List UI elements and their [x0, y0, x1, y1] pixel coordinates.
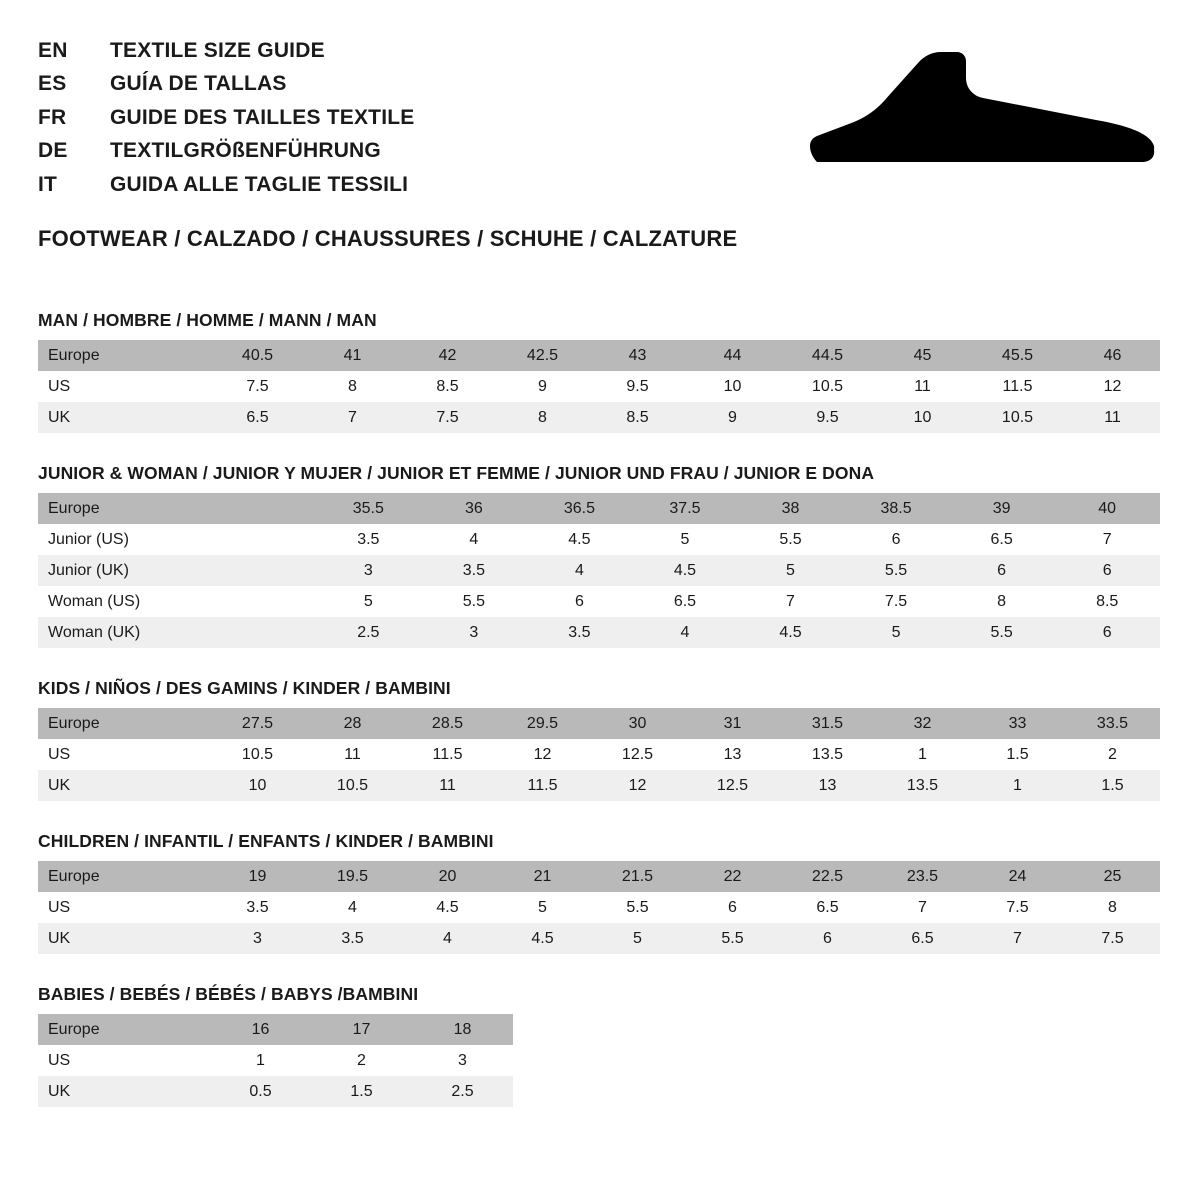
table-cell: 8 [949, 586, 1055, 617]
table-cell: 3 [316, 555, 422, 586]
table-cell: 40.5 [210, 340, 305, 371]
table-cell: 1 [875, 739, 970, 770]
table-cell: 24 [970, 861, 1065, 892]
table-cell: 5 [495, 892, 590, 923]
table-cell: 3.5 [305, 923, 400, 954]
language-title: GUIDE DES TAILLES TEXTILE [110, 105, 415, 129]
table-cell: 5.5 [590, 892, 685, 923]
language-row [38, 170, 414, 200]
table-cell: 3 [421, 617, 527, 648]
language-row [38, 103, 414, 133]
table-cell: 36.5 [527, 493, 633, 524]
table-cell: 27.5 [210, 708, 305, 739]
table-cell: 45.5 [970, 340, 1065, 371]
table-cell: 3.5 [421, 555, 527, 586]
table-cell: 7 [305, 402, 400, 433]
table-cell: 9 [495, 371, 590, 402]
table-cell: 13 [685, 739, 780, 770]
table-cell: 2 [1065, 739, 1160, 770]
table-cell: 11 [400, 770, 495, 801]
language-title-list [38, 32, 414, 200]
table-row [38, 861, 1160, 892]
table-cell: 11.5 [400, 739, 495, 770]
table-cell: 1.5 [970, 739, 1065, 770]
language-row [38, 136, 414, 166]
table-cell: 11 [875, 371, 970, 402]
table-cell: 5.5 [738, 524, 844, 555]
table-cell: 6.5 [875, 923, 970, 954]
table-cell: 31 [685, 708, 780, 739]
table-cell: 41 [305, 340, 400, 371]
table-cell [210, 586, 316, 617]
language-title: TEXTILGRÖßENFÜHRUNG [110, 139, 381, 163]
section-title: MAN / HOMBRE / HOMME / MANN / MAN [38, 310, 377, 331]
table-row [38, 892, 1160, 923]
table-cell: 5.5 [843, 555, 949, 586]
table-cell: 42 [400, 340, 495, 371]
section-title: BABIES / BEBÉS / BÉBÉS / BABYS /BAMBINI [38, 984, 419, 1005]
row-label: Europe [38, 340, 210, 371]
table-cell: 11.5 [495, 770, 590, 801]
table-cell: 9 [685, 402, 780, 433]
table-cell: 12.5 [685, 770, 780, 801]
table-cell: 7 [738, 586, 844, 617]
table-cell: 2 [311, 1045, 412, 1076]
category-title: FOOTWEAR / CALZADO / CHAUSSURES / SCHUHE / CALZATURE [38, 226, 738, 252]
table-cell: 9.5 [780, 402, 875, 433]
language-code: FR [38, 105, 67, 129]
table-cell: 4.5 [495, 923, 590, 954]
row-label: Junior (UK) [38, 555, 210, 586]
section-title: JUNIOR & WOMAN / JUNIOR Y MUJER / JUNIOR ET FEMME / JUNIOR UND FRAU / JUNIOR E DONA [38, 463, 875, 484]
table-cell: 10.5 [780, 371, 875, 402]
language-code: DE [38, 139, 68, 163]
size-sections [38, 310, 1162, 1107]
table-cell: 18 [412, 1014, 513, 1045]
table-cell: 6 [843, 524, 949, 555]
table-cell: 9.5 [590, 371, 685, 402]
table-cell: 13 [780, 770, 875, 801]
table-cell: 12 [1065, 371, 1160, 402]
language-title: GUÍA DE TALLAS [110, 72, 287, 96]
table-cell: 31.5 [780, 708, 875, 739]
table-cell: 7 [875, 892, 970, 923]
row-label: Woman (US) [38, 586, 210, 617]
table-cell: 28.5 [400, 708, 495, 739]
table-cell: 6 [1054, 617, 1160, 648]
row-label: UK [38, 923, 210, 954]
table-cell: 4 [527, 555, 633, 586]
row-label: Europe [38, 708, 210, 739]
table-row [38, 493, 1160, 524]
table-cell: 6 [1054, 555, 1160, 586]
table-row [38, 708, 1160, 739]
table-cell: 5.5 [949, 617, 1055, 648]
table-cell [210, 493, 316, 524]
table-cell: 3 [412, 1045, 513, 1076]
size-table-kids [38, 708, 1160, 801]
table-cell: 42.5 [495, 340, 590, 371]
table-cell: 10 [210, 770, 305, 801]
table-cell: 13.5 [875, 770, 970, 801]
size-table-babies [38, 1014, 513, 1107]
table-cell: 28 [305, 708, 400, 739]
table-cell: 43 [590, 340, 685, 371]
row-label: Europe [38, 493, 210, 524]
table-cell: 7.5 [1065, 923, 1160, 954]
table-cell: 10 [685, 371, 780, 402]
table-cell: 16 [210, 1014, 311, 1045]
table-cell: 21 [495, 861, 590, 892]
table-cell: 17 [311, 1014, 412, 1045]
table-cell [210, 524, 316, 555]
table-cell: 40 [1054, 493, 1160, 524]
table-cell: 6 [685, 892, 780, 923]
table-cell: 6.5 [949, 524, 1055, 555]
row-label: US [38, 892, 210, 923]
table-cell: 5 [632, 524, 738, 555]
row-label: Junior (US) [38, 524, 210, 555]
table-cell: 7 [970, 923, 1065, 954]
language-row [38, 69, 414, 99]
table-row [38, 770, 1160, 801]
row-label: Europe [38, 861, 210, 892]
table-cell: 4 [421, 524, 527, 555]
language-title: TEXTILE SIZE GUIDE [110, 39, 325, 62]
table-cell: 6.5 [632, 586, 738, 617]
table-cell: 2.5 [316, 617, 422, 648]
language-code: IT [38, 172, 58, 196]
table-cell: 4 [632, 617, 738, 648]
page-header [38, 32, 1162, 200]
language-row [38, 36, 414, 66]
table-row [38, 555, 1160, 586]
table-row [38, 402, 1160, 433]
table-cell: 4.5 [738, 617, 844, 648]
table-cell: 8.5 [400, 371, 495, 402]
table-cell: 38.5 [843, 493, 949, 524]
table-cell: 1 [210, 1045, 311, 1076]
table-cell: 4.5 [400, 892, 495, 923]
row-label: US [38, 371, 210, 402]
table-cell: 11.5 [970, 371, 1065, 402]
size-table-man [38, 340, 1160, 433]
table-cell: 4 [305, 892, 400, 923]
table-cell: 7.5 [400, 402, 495, 433]
row-label: Europe [38, 1014, 210, 1045]
table-cell: 8 [1065, 892, 1160, 923]
table-row [38, 923, 1160, 954]
table-cell: 32 [875, 708, 970, 739]
table-cell: 3.5 [527, 617, 633, 648]
table-cell: 3.5 [210, 892, 305, 923]
table-cell: 38 [738, 493, 844, 524]
table-cell: 1 [970, 770, 1065, 801]
table-cell: 6 [527, 586, 633, 617]
table-cell: 7.5 [843, 586, 949, 617]
language-code: EN [38, 39, 68, 62]
table-cell: 6.5 [210, 402, 305, 433]
table-cell: 33.5 [1065, 708, 1160, 739]
table-row [38, 371, 1160, 402]
table-cell: 1.5 [311, 1076, 412, 1107]
table-cell: 5 [316, 586, 422, 617]
section-man [38, 310, 1162, 433]
table-cell: 21.5 [590, 861, 685, 892]
table-cell: 12 [590, 770, 685, 801]
table-cell: 6 [949, 555, 1055, 586]
table-cell: 8 [305, 371, 400, 402]
table-cell: 10.5 [305, 770, 400, 801]
table-cell: 7.5 [970, 892, 1065, 923]
section-kids [38, 678, 1162, 801]
table-cell: 23.5 [875, 861, 970, 892]
table-cell: 12 [495, 739, 590, 770]
table-cell: 5 [738, 555, 844, 586]
row-label: US [38, 739, 210, 770]
dress-shoe-icon [802, 32, 1162, 182]
table-row [38, 1076, 513, 1107]
table-cell: 22 [685, 861, 780, 892]
table-cell: 8 [495, 402, 590, 433]
table-cell: 45 [875, 340, 970, 371]
table-row [38, 739, 1160, 770]
table-cell: 7.5 [210, 371, 305, 402]
table-cell: 35.5 [316, 493, 422, 524]
table-cell: 12.5 [590, 739, 685, 770]
row-label: UK [38, 770, 210, 801]
table-cell: 25 [1065, 861, 1160, 892]
table-cell: 5.5 [421, 586, 527, 617]
table-cell: 4 [400, 923, 495, 954]
table-cell: 2.5 [412, 1076, 513, 1107]
table-row [38, 1045, 513, 1076]
table-cell: 0.5 [210, 1076, 311, 1107]
table-cell: 4.5 [632, 555, 738, 586]
row-label: Woman (UK) [38, 617, 210, 648]
table-cell [210, 617, 316, 648]
table-cell: 10 [875, 402, 970, 433]
table-cell: 10.5 [970, 402, 1065, 433]
row-label: UK [38, 1076, 210, 1107]
table-cell: 22.5 [780, 861, 875, 892]
table-cell: 29.5 [495, 708, 590, 739]
table-cell: 10.5 [210, 739, 305, 770]
table-cell: 44.5 [780, 340, 875, 371]
section-title: KIDS / NIÑOS / DES GAMINS / KINDER / BAMBINI [38, 678, 451, 699]
table-cell: 7 [1054, 524, 1160, 555]
table-cell: 8.5 [1054, 586, 1160, 617]
table-cell: 6 [780, 923, 875, 954]
section-junior-woman [38, 463, 1162, 648]
size-table-children [38, 861, 1160, 954]
table-row [38, 1014, 513, 1045]
table-cell: 11 [1065, 402, 1160, 433]
table-cell: 37.5 [632, 493, 738, 524]
table-cell: 3.5 [316, 524, 422, 555]
table-cell: 30 [590, 708, 685, 739]
table-cell: 5 [843, 617, 949, 648]
table-cell: 5.5 [685, 923, 780, 954]
section-children [38, 831, 1162, 954]
table-cell: 6.5 [780, 892, 875, 923]
section-title: CHILDREN / INFANTIL / ENFANTS / KINDER / BAMBINI [38, 831, 494, 852]
table-cell: 13.5 [780, 739, 875, 770]
table-cell: 8.5 [590, 402, 685, 433]
table-cell: 20 [400, 861, 495, 892]
table-cell: 1.5 [1065, 770, 1160, 801]
row-label: US [38, 1045, 210, 1076]
table-cell: 3 [210, 923, 305, 954]
language-title: GUIDA ALLE TAGLIE TESSILI [110, 172, 409, 196]
size-table-junior-woman [38, 493, 1160, 648]
language-code: ES [38, 72, 67, 96]
table-cell: 19.5 [305, 861, 400, 892]
section-babies [38, 984, 1162, 1107]
table-cell [210, 555, 316, 586]
row-label: UK [38, 402, 210, 433]
table-row [38, 586, 1160, 617]
table-cell: 19 [210, 861, 305, 892]
table-cell: 36 [421, 493, 527, 524]
table-cell: 4.5 [527, 524, 633, 555]
table-row [38, 617, 1160, 648]
table-cell: 5 [590, 923, 685, 954]
table-row [38, 340, 1160, 371]
table-cell: 11 [305, 739, 400, 770]
table-row [38, 524, 1160, 555]
table-cell: 44 [685, 340, 780, 371]
table-cell: 46 [1065, 340, 1160, 371]
table-cell: 33 [970, 708, 1065, 739]
table-cell: 39 [949, 493, 1055, 524]
